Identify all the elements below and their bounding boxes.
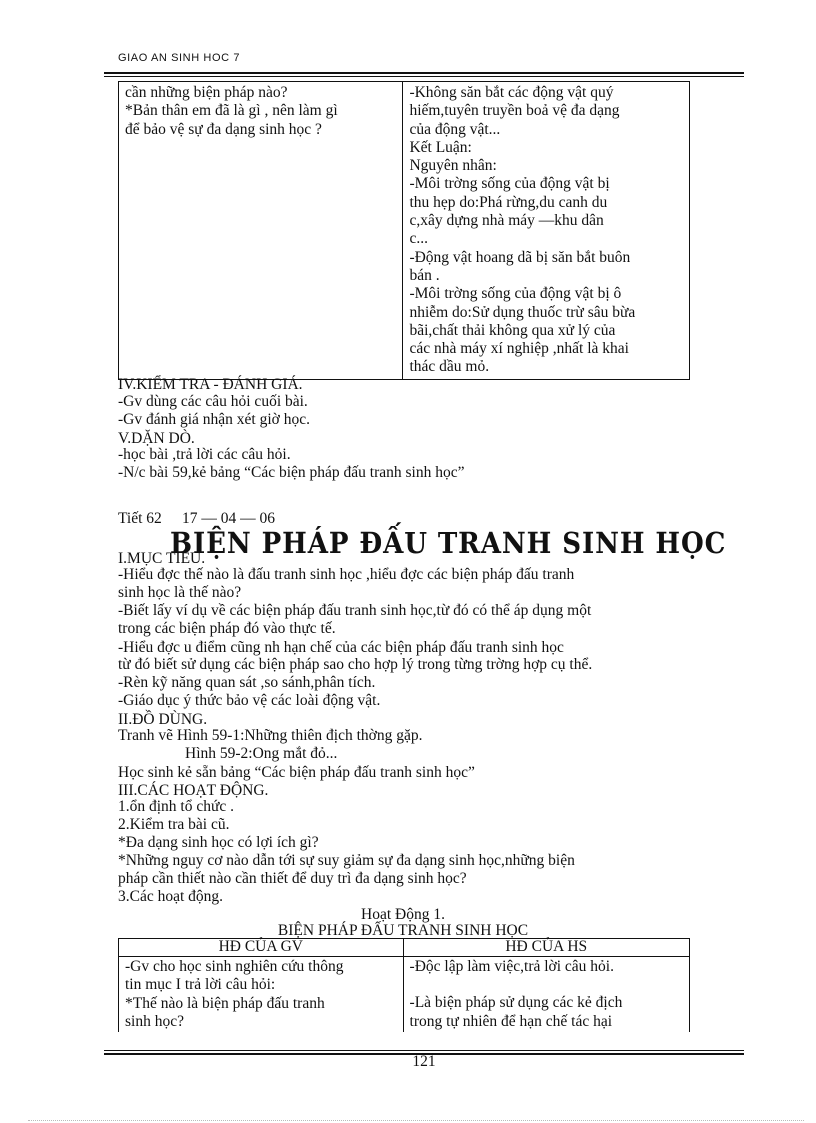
table-line: -Môi trờng sống của động vật bị (409, 175, 610, 193)
section-2-line: Học sinh kẻ sẵn bảng “Các biện pháp đấu tranh sinh học” (118, 764, 475, 781)
section-3-heading: III.CÁC HOẠT ĐỘNG. (118, 782, 269, 799)
section-2-line: Tranh vẽ Hình 59-1:Những thiên địch thờng gặp. (118, 727, 423, 744)
activity-title: Hoạt Động 1. (361, 906, 445, 923)
lesson-title: BIỆN PHÁP ĐẤU TRANH SINH HỌC (170, 526, 727, 560)
table-line: -Động vật hoang dã bị săn bắt buôn (409, 248, 631, 266)
table-line: thu hẹp do:Phá rừng,du canh du (409, 193, 608, 211)
section-1-line: -Giáo dục ý thức bảo vệ các loài động vật. (118, 692, 381, 709)
table-line: nhiễm do:Sử dụng thuốc trừ sâu bừa (409, 303, 636, 321)
section-4-line: -Gv dùng các câu hỏi cuối bài. (118, 393, 308, 410)
section-4-line: -Gv đánh giá nhận xét giờ học. (118, 411, 310, 428)
section-3-line: 1.ổn định tổ chức . (118, 798, 235, 815)
top-table-left-cell (119, 82, 402, 141)
page-number: 121 (412, 1053, 436, 1070)
section-2-heading: II.ĐỒ DÙNG. (118, 711, 208, 728)
section-3-line: 2.Kiểm tra bài cũ. (118, 816, 230, 833)
header-rule (104, 72, 744, 77)
table-line: -Môi trờng sống của động vật bị ô (409, 285, 622, 303)
section-1-line: -Hiểu đợc thế nào là đấu tranh sinh học ,hiểu đợc các biện pháp đấu tranh (118, 566, 575, 583)
section-2-line: Hình 59-2:Ong mắt đỏ... (185, 745, 338, 762)
table-line: để bảo vệ sự đa dạng sinh học ? (125, 120, 322, 138)
section-3-line: *Đa dạng sinh học có lợi ích gì? (118, 834, 319, 851)
section-5-line: -N/c bài 59,kẻ bảng “Các biện pháp đấu tranh sinh học” (118, 464, 465, 481)
table-line: *Thế nào là biện pháp đấu tranh (125, 994, 325, 1012)
top-table-right-cell (403, 82, 689, 379)
section-4-heading: IV.KIỂM TRA - ĐÁNH GIÁ. (118, 376, 303, 393)
top-table (118, 81, 690, 380)
table-line: *Bản thân em đã là gì , nên làm gì (125, 102, 338, 120)
table-line: bán . (409, 266, 440, 284)
section-1-line: -Rèn kỹ năng quan sát ,so sánh,phân tích. (118, 674, 376, 691)
table-line: Nguyên nhân: (409, 157, 497, 175)
column-header-hs: HĐ CỦA HS (403, 939, 689, 957)
hs-cell (404, 957, 689, 1032)
table-line: các nhà máy xí nghiệp ,nhất là khai (409, 340, 629, 358)
running-header: GIAO AN SINH HOC 7 (118, 52, 241, 64)
activity-subtitle: BIỆN PHÁP ĐẤU TRANH SINH HỌC (277, 922, 529, 939)
table-line: c... (409, 230, 428, 248)
table-line: thác dầu mỏ. (409, 358, 490, 376)
table-line: -Gv cho học sinh nghiên cứu thông (125, 958, 344, 975)
table-line: c,xây dựng nhà máy —khu dân (409, 212, 604, 230)
section-1-heading: I.MỤC TIÊU. (118, 550, 206, 567)
gv-cell (119, 957, 403, 1032)
table-line: -Độc lập làm việc,trả lời câu hỏi. (409, 958, 614, 975)
table-line: cần những biện pháp nào? (125, 84, 288, 101)
table-line: -Là biện pháp sử dụng các kẻ địch (409, 994, 623, 1012)
section-3-line: pháp cần thiết nào cần thiết để duy trì đa dạng sinh học? (118, 870, 467, 887)
section-3-line: *Những nguy cơ nào dẫn tới sự suy giảm sự đa dạng sinh học,những biện (118, 852, 575, 869)
table-line: trong tự nhiên để hạn chế tác hại (409, 1012, 613, 1030)
page-edge-divider (28, 1120, 804, 1121)
section-1-line: sinh học là thế nào? (118, 584, 242, 601)
section-5-heading: V.DẶN DÒ. (118, 430, 195, 447)
section-1-line: từ đó biết sử dụng các biện pháp sao cho hợp lý trong từng trờng hợp cụ thể. (118, 656, 593, 673)
activity-table (118, 938, 690, 1032)
table-line: hiếm,tuyên truyền boả vệ đa dạng (409, 102, 620, 120)
lesson-period: Tiết 62 (118, 510, 162, 527)
section-1-line: trong các biện pháp đó vào thực tế. (118, 620, 336, 637)
table-line: bãi,chất thải không qua xử lý của (409, 321, 616, 339)
table-line: -Không săn bắt các động vật quý (409, 84, 614, 101)
section-1-line: -Biết lấy ví dụ về các biện pháp đấu tranh sinh học,từ đó có thể áp dụng một (118, 602, 592, 619)
table-line (410, 976, 683, 994)
table-line: tin mục I trả lời câu hỏi: (125, 976, 276, 994)
column-header-gv: HĐ CỦA GV (119, 939, 404, 957)
table-line: của động vật... (409, 120, 501, 138)
lesson-date: 17 — 04 — 06 (182, 510, 275, 527)
table-line: Kết Luận: (409, 138, 472, 156)
section-5-line: -học bài ,trả lời các câu hỏi. (118, 446, 291, 463)
table-line: sinh học? (125, 1012, 184, 1030)
section-3-line: 3.Các hoạt động. (118, 888, 224, 905)
section-1-line: -Hiểu đợc u điểm cũng nh hạn chế của các biện pháp đấu tranh sinh học (118, 639, 564, 656)
